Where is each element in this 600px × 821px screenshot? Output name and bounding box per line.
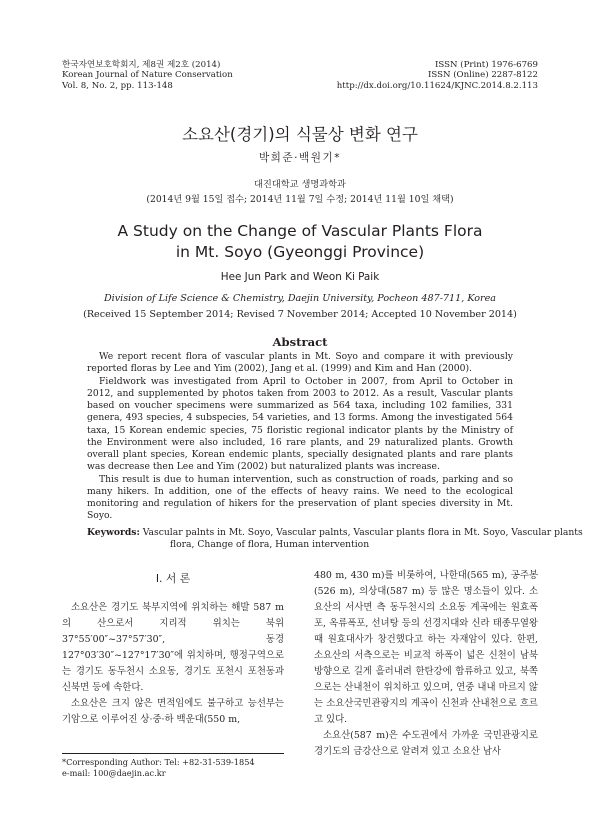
body-paragraph: 소요산은 크지 않은 면적임에도 불구하고 능선부는 기암으로 이루어진 상·중·하 백운대(550 m, <box>62 698 284 725</box>
affiliation-korean: 대진대학교 생명과학과 <box>254 179 346 190</box>
footnote-divider <box>62 753 284 754</box>
dates-korean: (2014년 9월 15일 접수; 2014년 11월 7일 수정; 2014년 11월 10일 채택) <box>146 194 454 205</box>
abstract-paragraph: We report recent flora of vascular plants in Mt. Soyo and compare it with previously reported floras by Lee and Yim (2002), Jang et al. (1999) and Kim and Han (2000). <box>87 351 513 375</box>
section-heading-introduction: I. 서 론 <box>155 572 191 585</box>
volume-info: Vol. 8, No. 2, pp. 113-148 <box>62 80 173 91</box>
abstract-paragraph: This result is due to human intervention, such as construction of roads, parking and so many hikers. In addition, one of the effects of heavy rains. We need to the ecological monitoring and regulation of hikers for the preservation of plant species diversity in Mt. Soyo. <box>87 473 513 522</box>
abstract-body <box>87 351 513 523</box>
corresponding-author-footnote <box>62 757 255 778</box>
body-paragraph: 소요산은 경기도 북부지역에 위치하는 해발 587 m의 산으로서 지리적 위치는 북위 37°55′00″~37°57′30″, 동경 127°03′30″~127°17′30″에 위치하며, 행정구역으로는 경기도 동두천시 소요동, 경기도 포천시 포천동과 신북면 등에 속한다. <box>62 602 284 693</box>
body-paragraph: 480 m, 430 m)를 비롯하여, 나한대(565 m), 공주봉(526 m), 의상대(587 m) 등 많은 명소들이 있다. 소요산의 서사면 측 동두천시의 소요동 계곡에는 원효폭포, 옥류폭포, 선녀탕 등의 선경지대와 신라 태종무열왕때 원효대사가 창건했다고 하는 자재암이 있다. 한편, 소요산의 서측으로는 비교적 하폭이 넓은 신천이 남북방향으로 길게 흘러내려 한탄강에 합류하고 있고, 북쪽으로는 산내천이 위치하고 있으며, 연중 내내 마르지 않는 소요산국민관광지의 계곡이 신천과 산내천으로 흐르고 있다. <box>314 570 538 725</box>
title-english-line1: A Study on the Change of Vascular Plants Flora <box>117 222 483 240</box>
corresponding-author-phone: *Corresponding Author: Tel: +82-31-539-1854 <box>62 757 255 767</box>
dates-english: (Received 15 September 2014; Revised 7 November 2014; Accepted 10 November 2014) <box>83 309 517 320</box>
abstract-heading: Abstract <box>272 335 328 349</box>
authors-english: Hee Jun Park and Weon Ki Paik <box>220 271 380 283</box>
journal-header <box>62 60 233 91</box>
abstract-paragraph: Fieldwork was investigated from April to October in 2007, from April to October in 2012, and supplemented by photos taken from 2003 to 2012. As a result, Vascular plants based on voucher specimens were summarized as 564 taxa, including 102 families, 331 genera, 493 species, 4 subspecies, 54 varieties, and 13 forms. Among the investigated 564 taxa, 15 Korean endemic species, 75 floristic regional indicator plants by the Ministry of the Environment were also included, 16 rare plants, and 29 naturalized plants. Growth overall plant species, Korean endemic plants, specially designated plants and rare plants was decrease then Lee and Yim (2002) but naturalized plants was increase. <box>87 375 513 473</box>
keywords-list: Vascular palnts in Mt. Soyo, Vascular palnts, Vascular plants flora in Mt. Soyo, Vascular plants flora, Change of flora, Human intervention <box>142 527 583 551</box>
issn-print: ISSN (Print) 1976-6769 <box>435 60 538 70</box>
issn-online: ISSN (Online) 2287-8122 <box>427 70 538 81</box>
title-english <box>0 221 600 263</box>
doi-link[interactable]: http://dx.doi.org/10.11624/KJNC.2014.8.2.113 <box>336 80 538 91</box>
keywords-label: Keywords: <box>87 527 140 538</box>
title-english-line2: in Mt. Soyo (Gyeonggi Province) <box>175 243 425 261</box>
journal-name-english: Korean Journal of Nature Conservation <box>62 70 233 81</box>
title-korean: 소요산(경기)의 식물상 변화 연구 <box>182 125 418 144</box>
journal-name-korean: 한국자연보호학회지, 제8권 제2호 (2014) <box>62 60 221 70</box>
body-paragraph: 소요산(587 m)은 수도권에서 가까운 국민관광지로 경기도의 금강산으로 알려져 있고 소요산 남사 <box>314 730 538 757</box>
issn-block <box>337 60 538 91</box>
keywords-block <box>87 527 596 552</box>
body-column-right <box>314 568 538 760</box>
corresponding-author-email[interactable]: e-mail: 100@daejin.ac.kr <box>62 767 166 778</box>
affiliation-english: Division of Life Science & Chemistry, Daejin University, Pocheon 487-711, Korea <box>103 293 497 304</box>
authors-korean: 박희준·백원기* <box>258 152 342 164</box>
